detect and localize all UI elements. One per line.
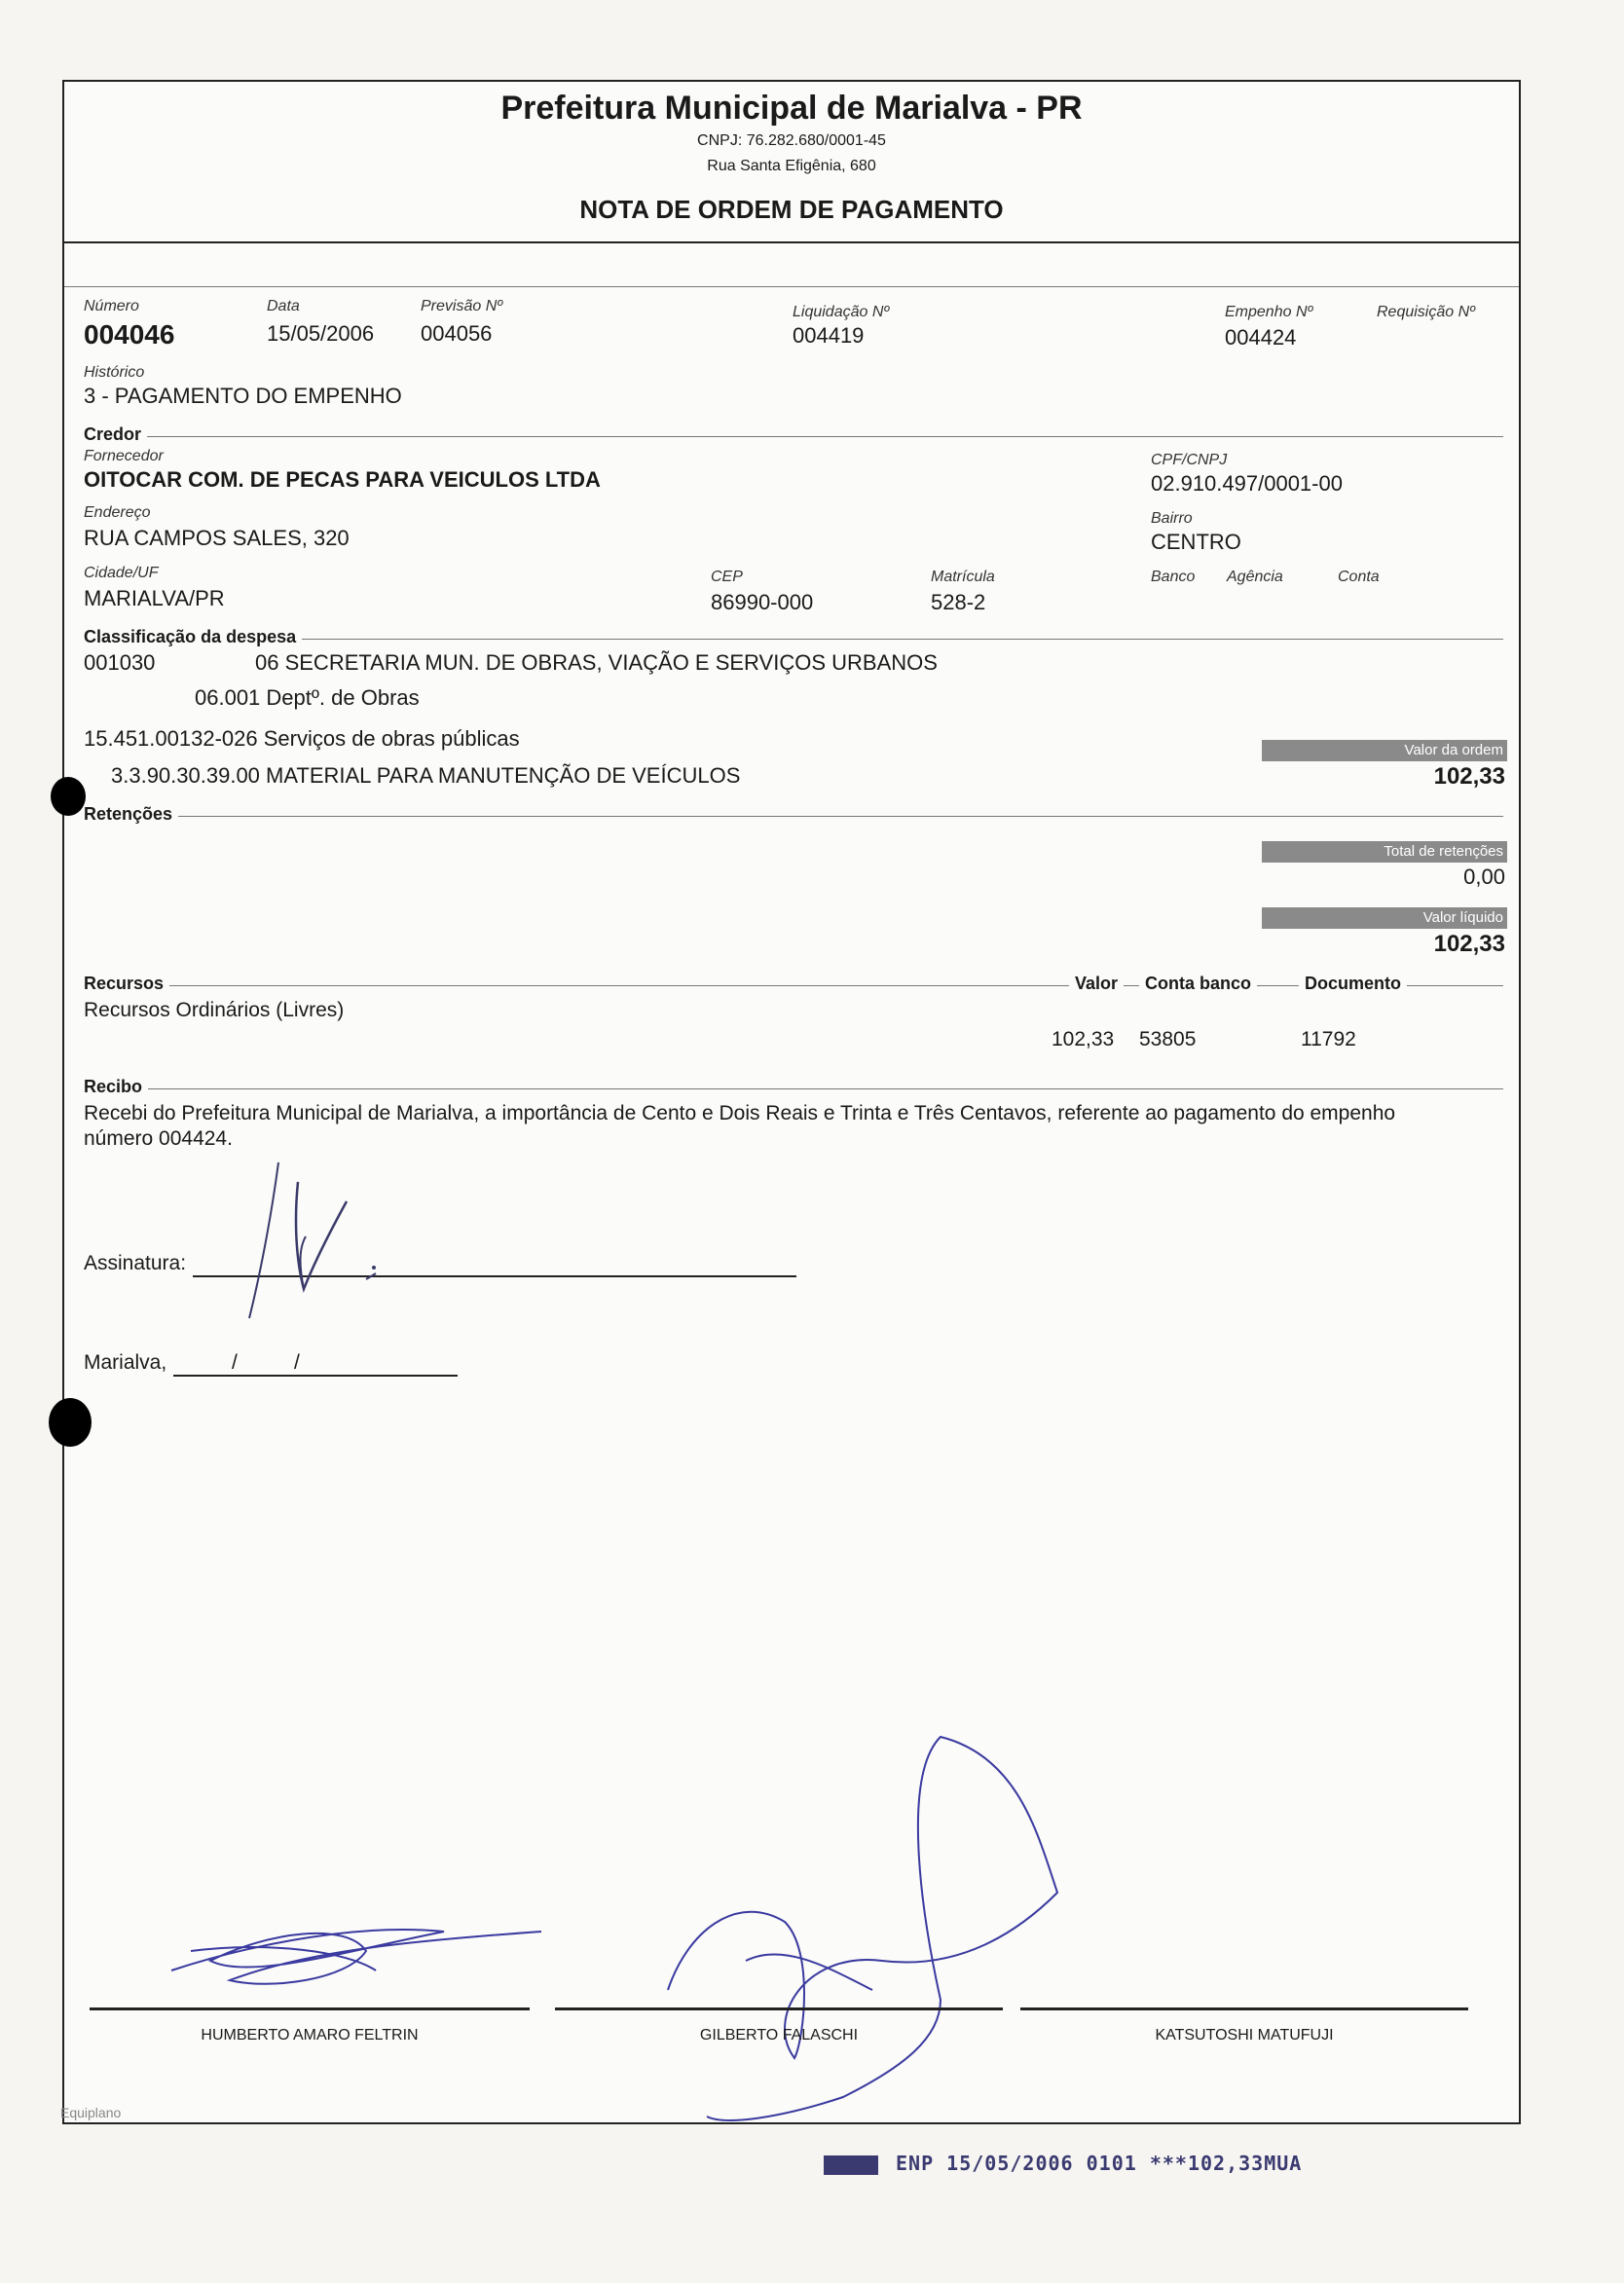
date-sep2: / (294, 1351, 300, 1374)
punch-hole-top (51, 777, 86, 816)
cnpj: CNPJ: 76.282.680/0001-45 (697, 132, 886, 149)
signature-name-2: GILBERTO FALASCHI (699, 2027, 859, 2044)
assinatura-label: Assinatura: (84, 1252, 187, 1274)
classificacao-code: 001030 (84, 650, 156, 675)
recursos-documento: 11792 (1301, 1028, 1356, 1050)
signature-falaschi-scribble (648, 1717, 1155, 2136)
matricula-value: 528-2 (931, 590, 986, 614)
cep-label: CEP (711, 569, 743, 585)
numero-value: 004046 (84, 319, 175, 350)
previsao-label: Previsão Nº (421, 298, 503, 314)
stamp-text: ENP 15/05/2006 0101 ***102,33MUA (896, 2152, 1303, 2175)
cidade-label: Cidade/UF (84, 565, 159, 581)
recursos-conta-label: Conta banco (1139, 974, 1257, 994)
document-title: NOTA DE ORDEM DE PAGAMENTO (579, 195, 1004, 224)
fornecedor-label: Fornecedor (84, 448, 164, 464)
banco-label: Banco (1151, 569, 1196, 585)
conta-label: Conta (1338, 569, 1380, 585)
bairro-label: Bairro (1151, 510, 1193, 527)
recursos-descricao: Recursos Ordinários (Livres) (84, 999, 345, 1021)
requisicao-label: Requisição Nº (1377, 304, 1475, 320)
credor-title: Credor (84, 424, 147, 445)
cidade-value: MARIALVA/PR (84, 586, 225, 610)
liquidacao-value: 004419 (793, 323, 865, 348)
date-line (173, 1375, 458, 1377)
valor-liquido-label: Valor líquido (1262, 907, 1507, 929)
numero-label: Número (84, 298, 139, 314)
recursos-documento-label: Documento (1299, 974, 1407, 994)
stamp-barcode-icon (824, 2155, 878, 2175)
signature-name-3: KATSUTOSHI MATUFUJI (1155, 2027, 1334, 2044)
agencia-label: Agência (1227, 569, 1283, 585)
recibo-text-line2: número 004424. (84, 1127, 233, 1150)
previsao-value: 004056 (421, 321, 493, 346)
matricula-label: Matrícula (931, 569, 995, 585)
municipality-title: Prefeitura Municipal de Marialva - PR (500, 90, 1083, 127)
fornecedor-value: OITOCAR COM. DE PECAS PARA VEICULOS LTDA (84, 467, 601, 492)
valor-ordem-label: Valor da ordem (1262, 740, 1507, 761)
punch-hole-bottom (49, 1398, 92, 1447)
liquidacao-label: Liquidação Nº (793, 304, 890, 320)
historico-label: Histórico (84, 364, 145, 381)
recibo-signature (210, 1143, 405, 1328)
total-retencoes-label: Total de retenções (1262, 841, 1507, 863)
recibo-title: Recibo (84, 1077, 148, 1097)
cep-value: 86990-000 (711, 590, 814, 614)
payment-stamp (824, 2152, 1302, 2175)
classificacao-departamento: 06.001 Deptº. de Obras (195, 685, 420, 710)
top-rule (64, 286, 1519, 287)
endereco-value: RUA CAMPOS SALES, 320 (84, 526, 350, 550)
data-value: 15/05/2006 (267, 321, 375, 346)
cpf-label: CPF/CNPJ (1151, 452, 1228, 468)
recursos-conta: 53805 (1139, 1028, 1197, 1050)
bairro-value: CENTRO (1151, 530, 1241, 554)
document-frame (62, 80, 1521, 2124)
local-label: Marialva, (84, 1351, 167, 1374)
classificacao-servico: 15.451.00132-026 Serviços de obras públicas (84, 726, 520, 751)
retencoes-title: Retenções (84, 804, 178, 825)
header-divider (64, 241, 1519, 243)
valor-ordem-value: 102,33 (1433, 763, 1505, 790)
recursos-valor-label: Valor (1069, 974, 1124, 994)
cpf-value: 02.910.497/0001-00 (1151, 471, 1343, 496)
classificacao-title: Classificação da despesa (84, 627, 302, 647)
endereco-label: Endereço (84, 504, 151, 521)
recursos-valor: 102,33 (1052, 1028, 1115, 1050)
equiplano-mark: Equiplano (60, 2105, 122, 2120)
recursos-title: Recursos (84, 974, 169, 994)
signature-feltrin-scribble (152, 1893, 619, 2000)
municipality-address: Rua Santa Efigênia, 680 (707, 158, 876, 174)
date-sep1: / (232, 1351, 238, 1374)
total-retencoes-value: 0,00 (1463, 865, 1505, 889)
recibo-text-line1: Recebi do Prefeitura Municipal de Marialva, a importância de Cento e Dois Reais e Trinta e Três Centavos, referente ao pagamento do empenho (84, 1102, 1396, 1124)
signature-line-3 (1020, 2007, 1468, 2010)
empenho-value: 004424 (1225, 325, 1297, 350)
signature-line-2 (555, 2007, 1003, 2010)
classificacao-material: 3.3.90.30.39.00 MATERIAL PARA MANUTENÇÃO DE VEÍCULOS (111, 763, 741, 788)
classificacao-secretaria: 06 SECRETARIA MUN. DE OBRAS, VIAÇÃO E SERVIÇOS URBANOS (255, 650, 938, 675)
signature-line-1 (90, 2007, 530, 2010)
empenho-label: Empenho Nº (1225, 304, 1313, 320)
signature-name-1: HUMBERTO AMARO FELTRIN (201, 2027, 419, 2044)
data-label: Data (267, 298, 300, 314)
historico-value: 3 - PAGAMENTO DO EMPENHO (84, 384, 402, 408)
valor-liquido-value: 102,33 (1433, 931, 1505, 957)
